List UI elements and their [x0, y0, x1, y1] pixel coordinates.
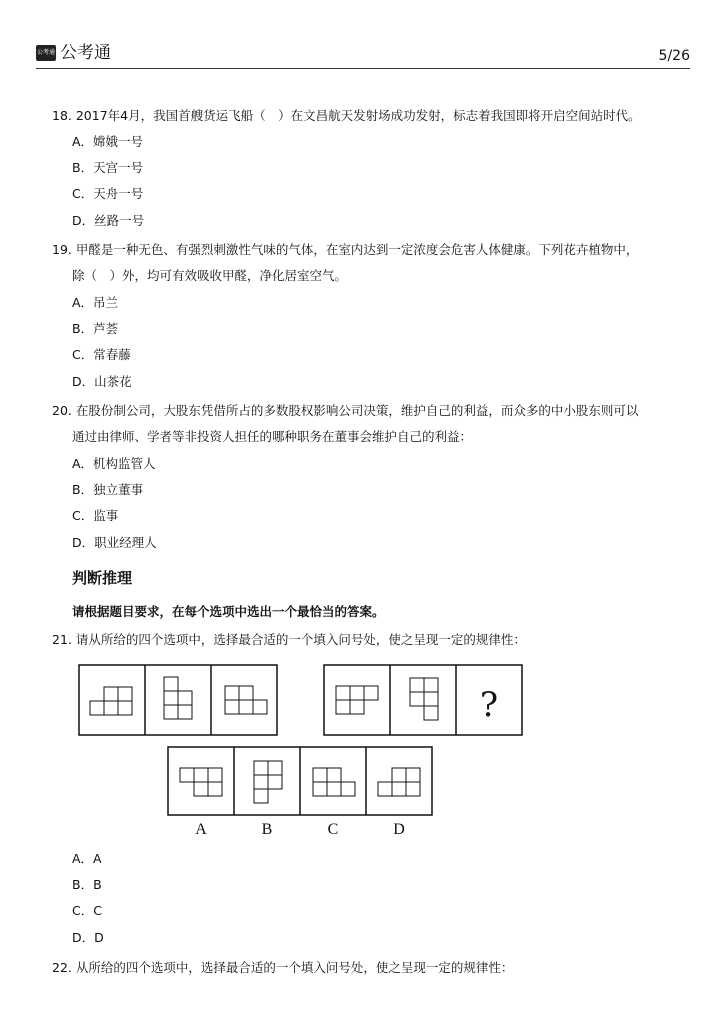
q21-answer-a-shape [180, 768, 222, 796]
q21-option-a: A．A [72, 851, 102, 866]
q18-option-b: B．天宫一号 [72, 160, 144, 175]
question-21-stem: 21. 请从所给的四个选项中，选择最合适的一个填入问号处，使之呈现一定的规律性： [52, 632, 526, 647]
q18-option-d: D．丝路一号 [72, 213, 145, 228]
q21-label-d: D [393, 821, 405, 838]
q20-option-a: A．机构监管人 [72, 456, 156, 471]
q21-option-b: B．B [72, 877, 102, 892]
page-number: 5/26 [658, 48, 690, 64]
q21-label-c: C [327, 821, 339, 838]
q21-figure-5 [410, 678, 438, 720]
q21-answer-b-shape [254, 761, 282, 803]
q21-answer-c-shape [313, 768, 355, 796]
question-18-stem: 18. 2017年4月，我国首艘货运飞船（ ）在文昌航天发射场成功发射，标志着我国即将开启空间站时代。 [52, 108, 641, 123]
question-20-stem-line2: 通过由律师、学者等非投资人担任的哪种职务在董事会维护自己的利益： [72, 429, 473, 444]
question-22-stem: 22. 从所给的四个选项中，选择最合适的一个填入问号处，使之呈现一定的规律性： [52, 960, 514, 975]
q21-figure-4 [336, 686, 378, 714]
q20-option-d: D．职业经理人 [72, 535, 157, 550]
q21-figure-3 [225, 686, 267, 714]
q21-question-mark: ? [479, 685, 499, 725]
q19-option-d: D．山茶花 [72, 374, 132, 389]
question-20-stem-line1: 20. 在股份制公司，大股东凭借所占的多数股权影响公司决策，维护自己的利益，而众多的中小股东则可以 [52, 403, 639, 418]
question-19-stem-line2: 除（ ）外，均可有效吸收甲醛，净化居室空气。 [72, 268, 348, 283]
q19-option-b: B．芦荟 [72, 321, 119, 336]
section-title: 判断推理 [72, 569, 133, 587]
question-19-stem-line1: 19. 甲醛是一种无色、有强烈刺激性气味的气体，在室内达到一定浓度会危害人体健康。下列花卉植物中， [52, 242, 639, 257]
q21-option-c: C．C [72, 903, 102, 918]
logo-icon: 公考通 [36, 45, 56, 61]
q20-option-c: C．监事 [72, 508, 119, 523]
brand-name: 公考通 [60, 43, 111, 63]
q19-option-a: A．吊兰 [72, 295, 119, 310]
q21-figure-1 [90, 687, 132, 715]
q21-label-a: A [195, 821, 207, 838]
q18-option-c: C．天舟一号 [72, 186, 144, 201]
q21-option-d: D．D [72, 930, 104, 945]
q20-option-b: B．独立董事 [72, 482, 144, 497]
q19-option-c: C．常春藤 [72, 347, 131, 362]
q21-answer-d-shape [378, 768, 420, 796]
q21-label-b: B [261, 821, 273, 838]
q18-option-a: A．嫦娥一号 [72, 134, 144, 149]
section-instruction: 请根据题目要求，在每个选项中选出一个最恰当的答案。 [72, 604, 385, 619]
q21-figure-2 [164, 677, 192, 719]
